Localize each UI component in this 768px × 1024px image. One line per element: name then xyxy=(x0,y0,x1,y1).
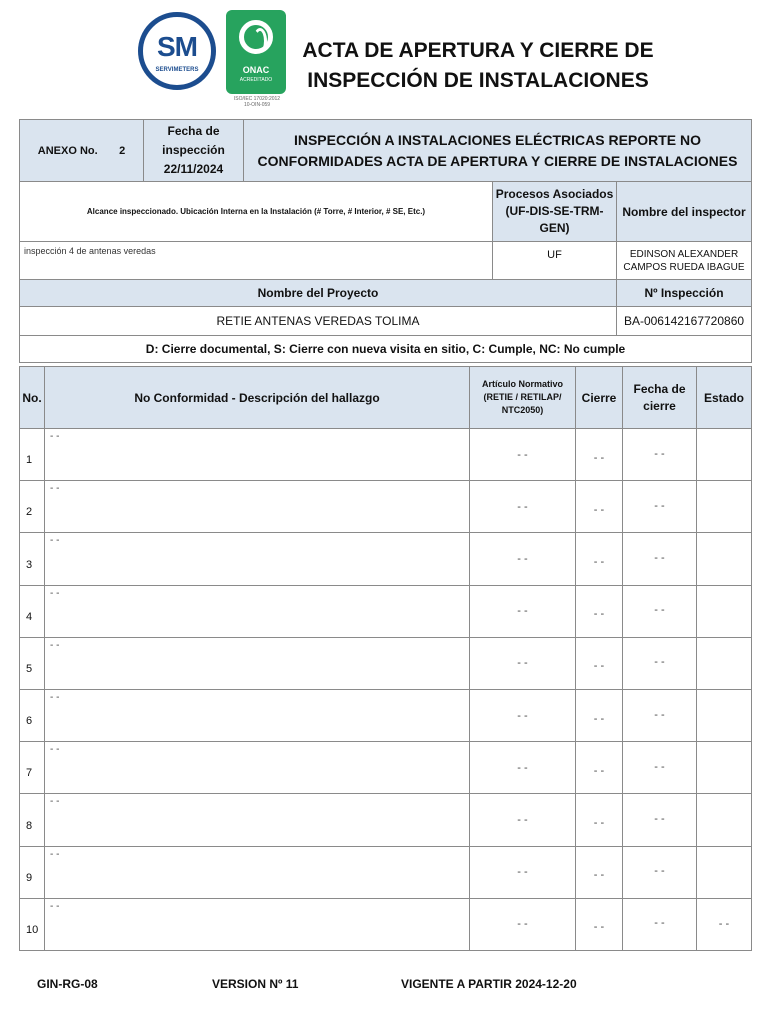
table-row xyxy=(20,481,752,533)
row-estado xyxy=(697,689,752,741)
row-fecha-cierre: - - xyxy=(623,898,697,950)
footer-version: VERSION Nº 11 xyxy=(212,977,299,991)
row-number: 9 xyxy=(20,846,45,898)
row-articulo: - - xyxy=(470,794,576,846)
row-estado xyxy=(697,585,752,637)
row-description: - - xyxy=(45,689,470,741)
row-articulo: - - xyxy=(470,429,576,481)
col-header-desc: No Conformidad - Descripción del hallazgo xyxy=(45,367,470,429)
anexo-cell xyxy=(20,120,144,182)
row-cierre: - - xyxy=(576,689,623,741)
inspector-value: EDINSON ALEXANDER CAMPOS RUEDA IBAGUE xyxy=(617,242,752,280)
alcance-label: Alcance inspeccionado. Ubicación Interna en la Instalación (# Torre, # Interior, # SE, Etc.) xyxy=(20,182,493,242)
row-estado xyxy=(697,794,752,846)
servimeters-logo-text: SM xyxy=(157,31,197,62)
row-number: 8 xyxy=(20,794,45,846)
anexo-label: ANEXO No. xyxy=(37,144,98,157)
servimeters-logo-subtext: SERVIMETERS xyxy=(155,67,199,73)
row-number: 1 xyxy=(20,429,45,481)
table-row xyxy=(20,429,752,481)
row-articulo: - - xyxy=(470,637,576,689)
title-line-1: ACTA DE APERTURA Y CIERRE DE xyxy=(302,39,654,62)
iso-accreditation xyxy=(224,96,290,108)
inspector-label: Nombre del inspector xyxy=(617,182,752,242)
fecha-label: Fecha de inspección xyxy=(162,124,225,157)
col-header-no: No. xyxy=(20,367,45,429)
row-description: - - xyxy=(45,898,470,950)
legend-row: D: Cierre documental, S: Cierre con nueva visita en sitio, C: Cumple, NC: No cumple xyxy=(20,336,752,363)
row-articulo: - - xyxy=(470,533,576,585)
row-cierre: - - xyxy=(576,585,623,637)
onac-ring-icon xyxy=(239,20,273,54)
row-fecha-cierre: - - xyxy=(623,846,697,898)
row-estado xyxy=(697,429,752,481)
table-row xyxy=(20,898,752,950)
iso-line-1: ISO/IEC 17020:2012 xyxy=(233,96,281,102)
row-estado xyxy=(697,846,752,898)
row-fecha-cierre: - - xyxy=(623,794,697,846)
procesos-label: Procesos Asociados (UF-DIS-SE-TRM-GEN) xyxy=(493,182,617,242)
proyecto-label: Nombre del Proyecto xyxy=(20,280,617,307)
document-header xyxy=(0,0,768,118)
row-fecha-cierre: - - xyxy=(623,481,697,533)
row-estado xyxy=(697,742,752,794)
info-table xyxy=(19,119,752,363)
row-cierre: - - xyxy=(576,637,623,689)
proyecto-value: RETIE ANTENAS VEREDAS TOLIMA xyxy=(20,307,617,336)
row-description: - - xyxy=(45,481,470,533)
table-body xyxy=(20,429,752,951)
row-cierre: - - xyxy=(576,742,623,794)
footer-code: GIN-RG-08 xyxy=(37,977,98,991)
row-articulo: - - xyxy=(470,481,576,533)
row-description: - - xyxy=(45,846,470,898)
row-number: 4 xyxy=(20,585,45,637)
row-estado xyxy=(697,637,752,689)
row-cierre: - - xyxy=(576,898,623,950)
row-articulo: - - xyxy=(470,742,576,794)
onac-logo xyxy=(226,10,286,94)
row-description: - - xyxy=(45,794,470,846)
inspeccion-no-value: BA-006142167720860 xyxy=(617,307,752,336)
row-articulo: - - xyxy=(470,689,576,741)
row-number: 5 xyxy=(20,637,45,689)
row-articulo: - - xyxy=(470,898,576,950)
iso-line-2: 10-OIN-059 xyxy=(243,102,271,108)
row-fecha-cierre: - - xyxy=(623,429,697,481)
row-cierre: - - xyxy=(576,429,623,481)
document-title xyxy=(292,36,664,96)
anexo-value: 2 xyxy=(119,144,126,157)
table-row xyxy=(20,742,752,794)
col-header-fecha: Fecha de cierre xyxy=(623,367,697,429)
col-header-cierre: Cierre xyxy=(576,367,623,429)
row-fecha-cierre: - - xyxy=(623,637,697,689)
nonconformity-table xyxy=(19,366,752,951)
title-line-2: INSPECCIÓN DE INSTALACIONES xyxy=(307,69,649,92)
fecha-cell xyxy=(144,120,244,182)
fecha-value: 22/11/2024 xyxy=(163,162,224,176)
row-cierre: - - xyxy=(576,481,623,533)
table-row xyxy=(20,585,752,637)
col-header-articulo: Artículo Normativo (RETIE / RETILAP/ NTC2050) xyxy=(470,367,576,429)
row-description: - - xyxy=(45,637,470,689)
row-cierre: - - xyxy=(576,794,623,846)
row-number: 10 xyxy=(20,898,45,950)
row-description: - - xyxy=(45,585,470,637)
row-description: - - xyxy=(45,742,470,794)
row-articulo: - - xyxy=(470,585,576,637)
inspeccion-no-label: Nº Inspección xyxy=(617,280,752,307)
onac-logo-text: ONAC xyxy=(242,65,270,75)
servimeters-logo xyxy=(138,12,216,90)
table-row xyxy=(20,846,752,898)
table-row xyxy=(20,794,752,846)
onac-logo-subtext: ACREDITADO xyxy=(239,77,273,83)
row-number: 3 xyxy=(20,533,45,585)
row-fecha-cierre: - - xyxy=(623,689,697,741)
procesos-value: UF xyxy=(493,242,617,280)
row-cierre: - - xyxy=(576,533,623,585)
col-header-estado: Estado xyxy=(697,367,752,429)
row-estado xyxy=(697,481,752,533)
row-estado: - - xyxy=(697,898,752,950)
row-estado xyxy=(697,533,752,585)
row-fecha-cierre: - - xyxy=(623,742,697,794)
row-articulo: - - xyxy=(470,846,576,898)
table-row xyxy=(20,533,752,585)
row-fecha-cierre: - - xyxy=(623,533,697,585)
table-row xyxy=(20,689,752,741)
row-cierre: - - xyxy=(576,846,623,898)
row-description: - - xyxy=(45,533,470,585)
row-fecha-cierre: - - xyxy=(623,585,697,637)
footer-vigente: VIGENTE A PARTIR 2024-12-20 xyxy=(401,977,577,991)
row-number: 6 xyxy=(20,689,45,741)
table-row xyxy=(20,637,752,689)
row-number: 2 xyxy=(20,481,45,533)
alcance-value: inspección 4 de antenas veredas xyxy=(20,242,493,280)
row-number: 7 xyxy=(20,742,45,794)
report-title: INSPECCIÓN A INSTALACIONES ELÉCTRICAS REPORTE NO CONFORMIDADES ACTA DE APERTURA Y CIERRE DE INSTALACIONES xyxy=(244,120,752,182)
row-description: - - xyxy=(45,429,470,481)
